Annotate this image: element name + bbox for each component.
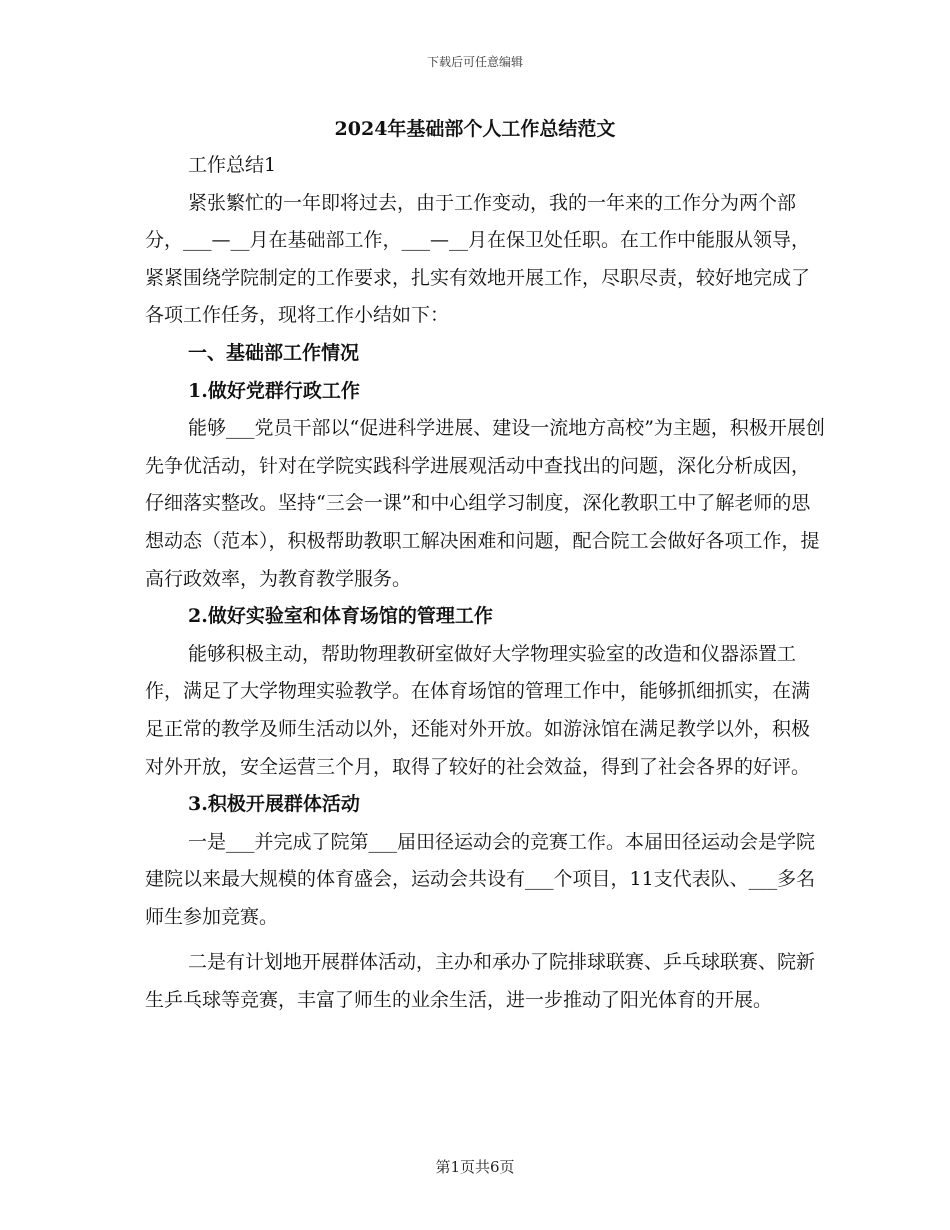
document-title: 2024年基础部个人工作总结范文 bbox=[334, 118, 616, 140]
paragraph-intro: 紧张繁忙的一年即将过去，由于工作变动，我的一年来的工作分为两个部分，___—__月在基础部工作，___—__月在保卫处任职。在工作中能服从领导，紧紧围绕学院制定的工作要求，扎实有效地开展工作，尽职尽责，较好地完成了各项工作任务，现将工作小结如下： bbox=[145, 191, 811, 327]
paragraph-lab-venue: 能够积极主动，帮助物理教研室做好大学物理实验室的改造和仪器添置工作，满足了大学物理实验教学。在体育场馆的管理工作中，能够抓细抓实，在满足正常的教学及师生活动以外，还能对外开放。如游泳馆在满足教学以外，积极对外开放，安全运营三个月，取得了较好的社会效益，得到了社会各界的好评。 bbox=[145, 642, 811, 778]
paragraph-group-activities: 二是有计划地开展群体活动，主办和承办了院排球联赛、乒乓球联赛、院新生乒乓球等竞赛，丰富了师生的业余生活，进一步推动了阳光体育的开展。 bbox=[145, 951, 816, 1012]
heading-subsection-1: 1.做好党群行政工作 bbox=[188, 379, 360, 402]
section-label: 工作总结1 bbox=[188, 154, 277, 176]
document-body bbox=[145, 147, 825, 1020]
page-footer: 第1页共6页 bbox=[435, 1158, 515, 1176]
header-note: 下载后可任意编辑 bbox=[426, 55, 523, 69]
heading-subsection-2: 2.做好实验室和体育场馆的管理工作 bbox=[188, 605, 493, 628]
heading-section-1: 一、基础部工作情况 bbox=[188, 341, 360, 364]
heading-subsection-3: 3.积极开展群体活动 bbox=[188, 793, 360, 816]
paragraph-party-work: 能够___党员干部以“促进科学进展、建设一流地方高校”为主题，积极开展创先争优活动，针对在学院实践科学进展观活动中查找出的问题，深化分析成因，仔细落实整改。坚持“三会一课”和中心组学习制度，深化教职工中了解老师的思想动态（范本），积极帮助教职工解决困难和问题，配合院工会做好各项工作，提高行政效率，为教育教学服务。 bbox=[145, 417, 825, 590]
paragraph-sports-meet: 一是___并完成了院第___届田径运动会的竞赛工作。本届田径运动会是学院建院以来最大规模的体育盛会，运动会共设有___个项目，11支代表队、___多名师生参加竞赛。 bbox=[145, 830, 816, 928]
